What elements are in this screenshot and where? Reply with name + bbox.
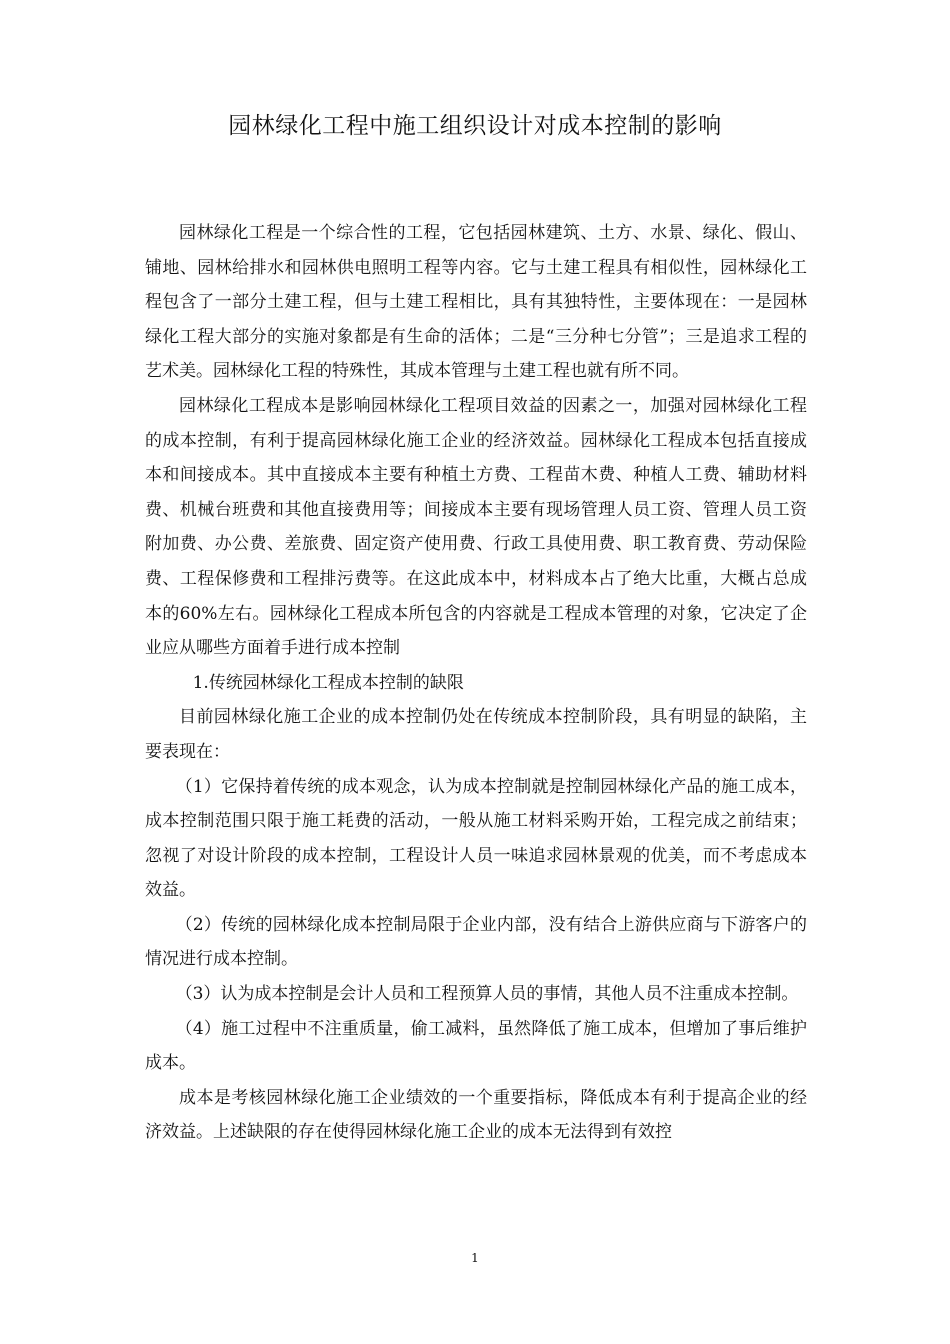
paragraph-cost-composition: 园林绿化工程成本是影响园林绿化工程项目效益的因素之一，加强对园林绿化工程的成本控制，有利于提高园林绿化施工企业的经济效益。园林绿化工程成本包括直接成本和间接成本。其中直接成本主要有种植土方费、工程苗木费、种植人工费、辅助材料费、机械台班费和其他直接费用等；间接成本主要有现场管理人员工资、管理人员工资附加费、办公费、差旅费、固定资产使用费、行政工具使用费、职工教育费、劳动保险费、工程保修费和工程排污费等。在这此成本中，材料成本占了绝大比重，大概占总成本的60%左右。园林绿化工程成本所包含的内容就是工程成本管理的对象，它决定了企业应从哪些方面着手进行成本控制 bbox=[145, 395, 807, 659]
list-item-2: （2）传统的园林绿化成本控制局限于企业内部，没有结合上游供应商与下游客户的情况进行成本控制。 bbox=[145, 914, 807, 970]
document-body bbox=[145, 216, 807, 1150]
list-item-1: （1）它保持着传统的成本观念，认为成本控制就是控制园林绿化产品的施工成本，成本控制范围只限于施工耗费的活动，一般从施工材料采购开始，工程完成之前结束；忽视了对设计阶段的成本控制，工程设计人员一味追求园林景观的优美，而不考虑成本效益。 bbox=[145, 776, 807, 901]
paragraph-conclusion: 成本是考核园林绿化施工企业绩效的一个重要指标，降低成本有利于提高企业的经济效益。上述缺限的存在使得园林绿化施工企业的成本无法得到有效控 bbox=[145, 1087, 807, 1143]
paragraph-intro: 园林绿化工程是一个综合性的工程，它包括园林建筑、土方、水景、绿化、假山、铺地、园林给排水和园林供电照明工程等内容。它与土建工程具有相似性，园林绿化工程包含了一部分土建工程，但与土建工程相比，具有其独特性，主要体现在：一是园林绿化工程大部分的实施对象都是有生命的活体；二是“三分种七分管”；三是追求工程的艺术美。园林绿化工程的特殊性，其成本管理与土建工程也就有所不同。 bbox=[145, 223, 807, 382]
section-heading-1: 1.传统园林绿化工程成本控制的缺限 bbox=[192, 672, 464, 693]
paragraph-defects-intro: 目前园林绿化施工企业的成本控制仍处在传统成本控制阶段，具有明显的缺陷，主要表现在： bbox=[145, 707, 807, 762]
page-number: 1 bbox=[471, 1251, 479, 1265]
list-item-3: （3）认为成本控制是会计人员和工程预算人员的事情，其他人员不注重成本控制。 bbox=[175, 984, 799, 1005]
document-title: 园林绿化工程中施工组织设计对成本控制的影响 bbox=[228, 113, 722, 139]
list-item-4: （4）施工过程中不注重质量，偷工减料，虽然降低了施工成本，但增加了事后维护成本。 bbox=[145, 1018, 807, 1074]
